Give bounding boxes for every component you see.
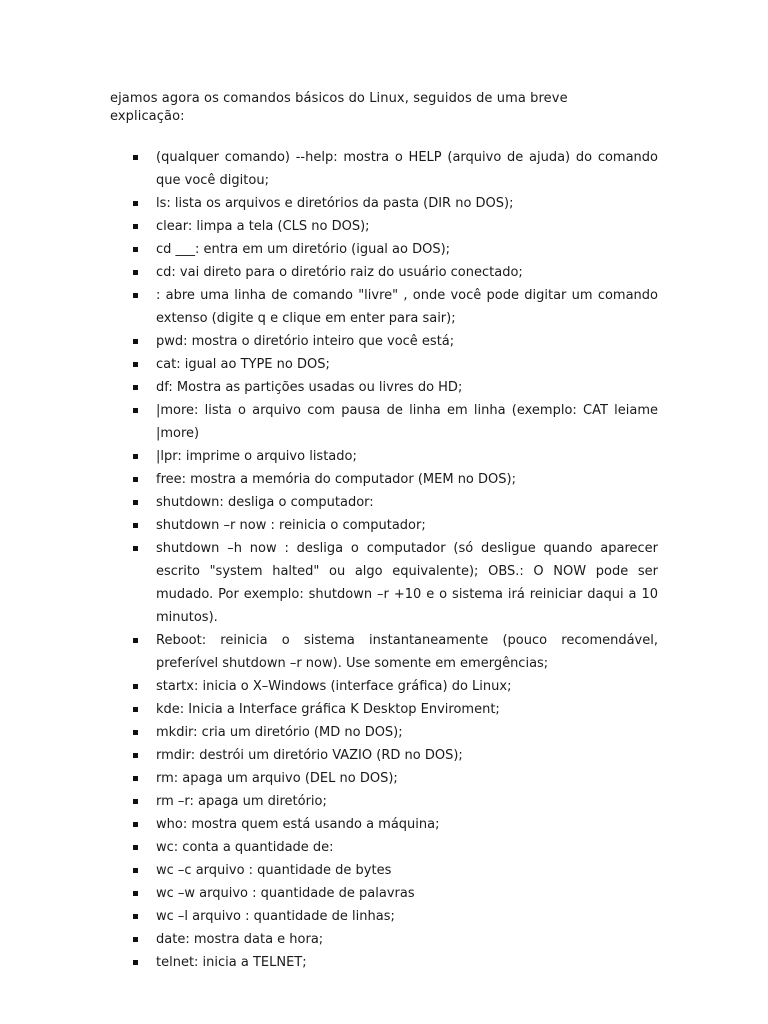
list-item [110, 813, 658, 836]
list-item-text: |lpr: imprime o arquivo listado; [156, 449, 357, 464]
bullet-icon [133, 638, 138, 643]
list-item-text: kde: Inicia a Interface gráfica K Desktop Enviroment; [156, 702, 500, 717]
list-item-text: who: mostra quem está usando a máquina; [156, 817, 440, 832]
bullet-icon [133, 270, 138, 275]
list-item-text: Reboot: reinicia o sistema instantaneamente (pouco recomendável, preferível shutdown –r now). Use somente em emergências; [156, 633, 658, 671]
bullet-icon [133, 684, 138, 689]
list-item-text: wc –c arquivo : quantidade de bytes [156, 863, 392, 878]
list-item-text: pwd: mostra o diretório inteiro que você está; [156, 334, 455, 349]
list-item-text: shutdown –h now : desliga o computador (só desligue quando aparecer escrito "system halted" ou algo equivalente); OBS.: O NOW pode ser mudado. Por exemplo: shutdown –r +10 e o sistema irá reiniciar daqui a 10 minutos). [156, 541, 658, 625]
bullet-icon [133, 822, 138, 827]
list-item-text: : abre uma linha de comando "livre" , onde você pode digitar um comando extenso (digite q e clique em enter para sair); [156, 288, 658, 326]
list-item [110, 721, 658, 744]
list-item-text: telnet: inicia a TELNET; [156, 955, 307, 970]
list-item-text: |more: lista o arquivo com pausa de linha em linha (exemplo: CAT leiame |more) [156, 403, 658, 441]
bullet-icon [133, 753, 138, 758]
list-item-text: shutdown –r now : reinicia o computador; [156, 518, 426, 533]
list-item-text: wc –w arquivo : quantidade de palavras [156, 886, 415, 901]
list-item [110, 675, 658, 698]
list-item-text: (qualquer comando) --help: mostra o HELP (arquivo de ajuda) do comando que você digitou; [156, 150, 658, 188]
list-item [110, 698, 658, 721]
bullet-icon [133, 730, 138, 735]
list-item [110, 491, 658, 514]
list-item-text: date: mostra data e hora; [156, 932, 324, 947]
list-item [110, 215, 658, 238]
list-item [110, 353, 658, 376]
list-item [110, 905, 658, 928]
intro-paragraph [110, 90, 670, 126]
bullet-icon [133, 546, 138, 551]
bullet-icon [133, 937, 138, 942]
list-item [110, 629, 658, 675]
list-item-text: free: mostra a memória do computador (MEM no DOS); [156, 472, 516, 487]
bullet-icon [133, 224, 138, 229]
list-item [110, 192, 658, 215]
bullet-icon [133, 362, 138, 367]
list-item [110, 261, 658, 284]
list-item [110, 767, 658, 790]
list-item-text: cd: vai direto para o diretório raiz do usuário conectado; [156, 265, 523, 280]
intro-line-2: explicação: [110, 109, 185, 124]
list-item-text: cat: igual ao TYPE no DOS; [156, 357, 330, 372]
list-item-text: df: Mostra as partições usadas ou livres do HD; [156, 380, 463, 395]
bullet-icon [133, 201, 138, 206]
bullet-icon [133, 707, 138, 712]
list-item-text: startx: inicia o X–Windows (interface gráfica) do Linux; [156, 679, 512, 694]
bullet-icon [133, 293, 138, 298]
list-item [110, 790, 658, 813]
list-item-text: clear: limpa a tela (CLS no DOS); [156, 219, 370, 234]
intro-line-1: ejamos agora os comandos básicos do Linux, seguidos de uma breve [110, 91, 568, 106]
bullet-icon [133, 155, 138, 160]
list-item [110, 514, 658, 537]
list-item [110, 284, 658, 330]
list-item-text: rmdir: destrói um diretório VAZIO (RD no DOS); [156, 748, 463, 763]
list-item-text: mkdir: cria um diretório (MD no DOS); [156, 725, 403, 740]
command-list [110, 146, 658, 974]
list-item-text: ls: lista os arquivos e diretórios da pasta (DIR no DOS); [156, 196, 514, 211]
list-item-text: shutdown: desliga o computador: [156, 495, 374, 510]
bullet-icon [133, 339, 138, 344]
list-item [110, 399, 658, 445]
bullet-icon [133, 868, 138, 873]
list-item [110, 744, 658, 767]
bullet-icon [133, 500, 138, 505]
bullet-icon [133, 385, 138, 390]
bullet-icon [133, 247, 138, 252]
bullet-icon [133, 845, 138, 850]
bullet-icon [133, 477, 138, 482]
list-item-text: rm: apaga um arquivo (DEL no DOS); [156, 771, 398, 786]
bullet-icon [133, 891, 138, 896]
list-item [110, 330, 658, 353]
list-item [110, 859, 658, 882]
list-item [110, 928, 658, 951]
list-item [110, 376, 658, 399]
bullet-icon [133, 960, 138, 965]
list-item-text: cd ___: entra em um diretório (igual ao DOS); [156, 242, 451, 257]
bullet-icon [133, 523, 138, 528]
bullet-icon [133, 799, 138, 804]
list-item [110, 445, 658, 468]
list-item [110, 836, 658, 859]
bullet-icon [133, 454, 138, 459]
bullet-icon [133, 776, 138, 781]
list-item-text: wc –l arquivo : quantidade de linhas; [156, 909, 395, 924]
list-item [110, 146, 658, 192]
list-item [110, 468, 658, 491]
list-item [110, 537, 658, 629]
list-item [110, 951, 658, 974]
list-item [110, 238, 658, 261]
bullet-icon [133, 914, 138, 919]
list-item-text: rm –r: apaga um diretório; [156, 794, 327, 809]
bullet-icon [133, 408, 138, 413]
list-item [110, 882, 658, 905]
list-item-text: wc: conta a quantidade de: [156, 840, 334, 855]
